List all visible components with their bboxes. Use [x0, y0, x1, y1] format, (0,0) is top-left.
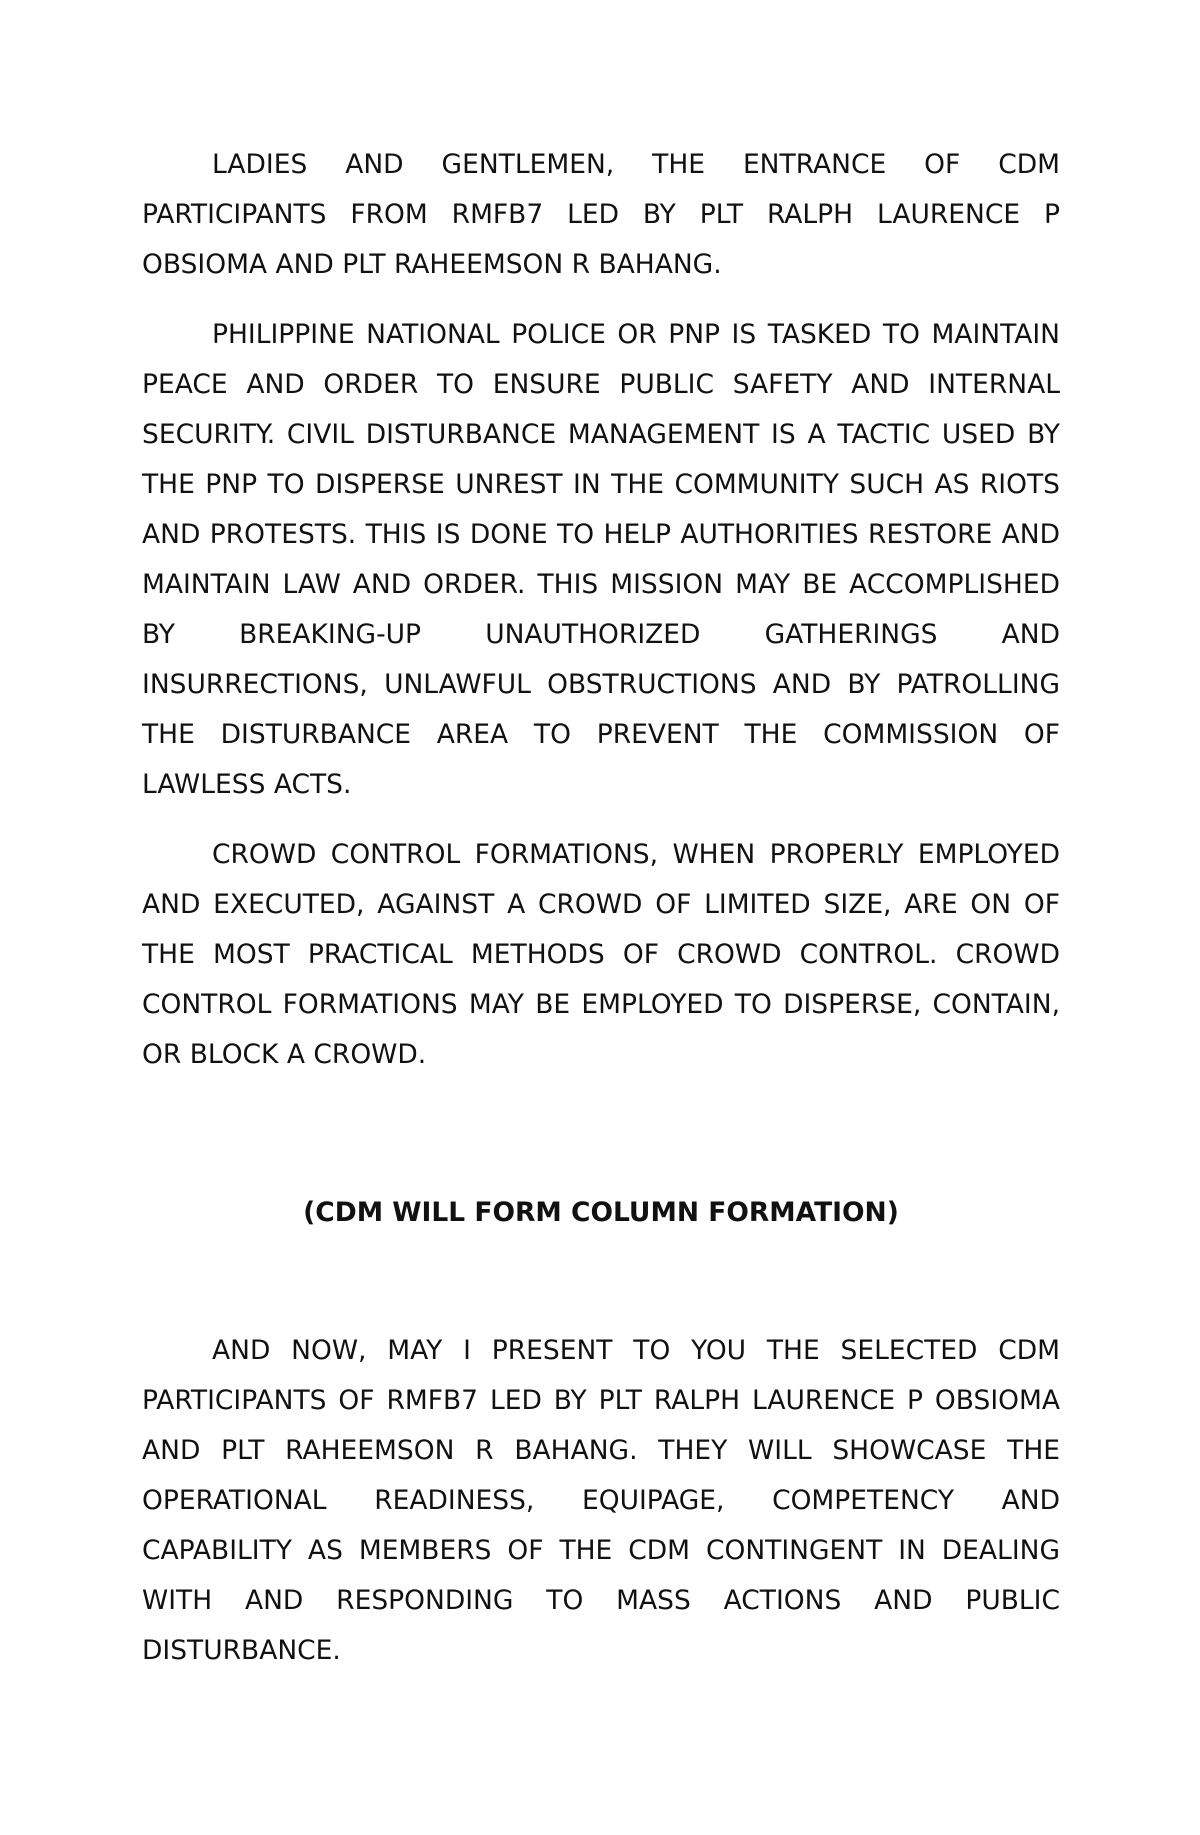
paragraph-crowd-control: CROWD CONTROL FORMATIONS, WHEN PROPERLY EMPLOYED AND EXECUTED, AGAINST A CROWD OF LIMITED SIZE, ARE ON OF THE MOST PRACTICAL METHODS OF CROWD CONTROL. CROWD CONTROL FORMATIONS MAY BE EMPLOYED TO DISPERSE, CONTAIN, OR BLOCK A CROWD.	[142, 839, 1060, 1070]
paragraph-pnp-mission: PHILIPPINE NATIONAL POLICE OR PNP IS TASKED TO MAINTAIN PEACE AND ORDER TO ENSURE PUBLIC SAFETY AND INTERNAL SECURITY. CIVIL DISTURBANCE MANAGEMENT IS A TACTIC USED BY THE PNP TO DISPERSE UNREST IN THE COMMUNITY SUCH AS RIOTS AND PROTESTS. THIS IS DONE TO HELP AUTHORITIES RESTORE AND MAINTAIN LAW AND ORDER. THIS MISSION MAY BE ACCOMPLISHED BY BREAKING-UP UNAUTHORIZED GATHERINGS AND INSURRECTIONS, UNLAWFUL OBSTRUCTIONS AND BY PATROLLING THE DISTURBANCE AREA TO PREVENT THE COMMISSION OF LAWLESS ACTS.	[142, 319, 1060, 800]
paragraph-closing-presentation: AND NOW, MAY I PRESENT TO YOU THE SELECTED CDM PARTICIPANTS OF RMFB7 LED BY PLT RALPH LAURENCE P OBSIOMA AND PLT RAHEEMSON R BAHANG. THEY WILL SHOWCASE THE OPERATIONAL READINESS, EQUIPAGE, COMPETENCY AND CAPABILITY AS MEMBERS OF THE CDM CONTINGENT IN DEALING WITH AND RESPONDING TO MASS ACTIONS AND PUBLIC DISTURBANCE.	[142, 1335, 1060, 1666]
stage-direction-heading: (CDM WILL FORM COLUMN FORMATION)	[303, 1197, 899, 1228]
spacer	[142, 1100, 1060, 1188]
paragraph-entrance-announcement: LADIES AND GENTLEMEN, THE ENTRANCE OF CDM PARTICIPANTS FROM RMFB7 LED BY PLT RALPH LAURENCE P OBSIOMA AND PLT RAHEEMSON R BAHANG.	[142, 149, 1060, 280]
spacer	[142, 1238, 1060, 1326]
document-body	[142, 140, 1060, 1696]
